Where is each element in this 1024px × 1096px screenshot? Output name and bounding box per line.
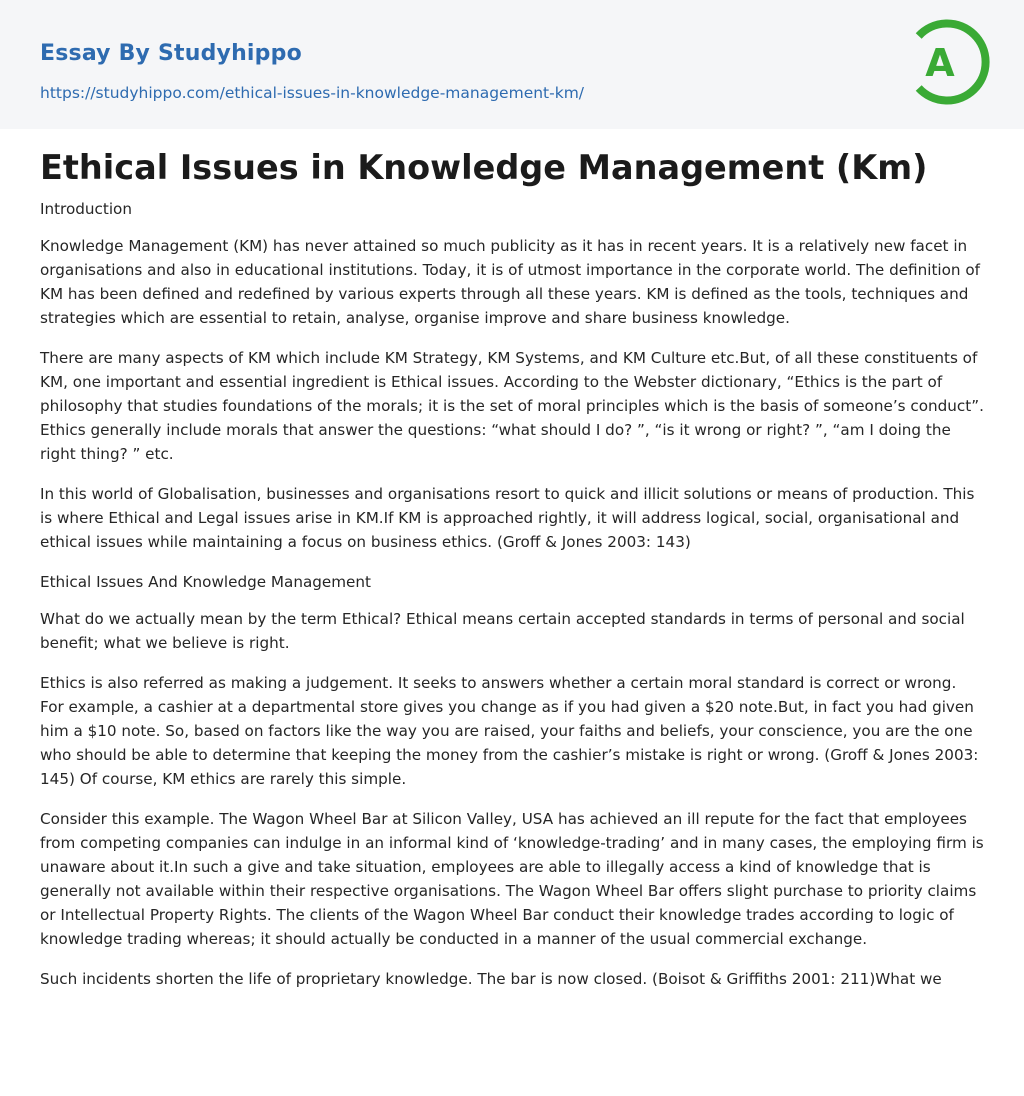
essay-url-link[interactable]: https://studyhippo.com/ethical-issues-in-knowledge-management-km/	[40, 84, 585, 102]
paragraph: Consider this example. The Wagon Wheel Bar at Silicon Valley, USA has achieved an ill repute for the fact that employees from competing companies can indulge in an informal kind of ‘knowledge-trading’ and in many cases, the employing firm is unaware about it.In such a give and take situation, employees are able to illegally access a kind of knowledge that is generally not available within their respective organisations. The Wagon Wheel Bar offers slight purchase to priority claims or Intellectual Property Rights. The clients of the Wagon Wheel Bar conduct their knowledge trades according to logic of knowledge trading whereas; it should actually be conducted in a manner of the usual commercial exchange.	[40, 810, 984, 948]
brand-title[interactable]: Essay By Studyhippo	[40, 41, 302, 66]
logo-letter: A	[925, 41, 955, 85]
paragraph: Such incidents shorten the life of proprietary knowledge. The bar is now closed. (Boisot & Griffiths 2001: 211)What we	[40, 970, 942, 988]
site-header	[0, 0, 1024, 129]
essay-content	[40, 140, 984, 1007]
paragraph: What do we actually mean by the term Ethical? Ethical means certain accepted standards in terms of personal and social benefit; what we believe is right.	[40, 610, 965, 652]
section-heading: Ethical Issues And Knowledge Management	[40, 573, 371, 591]
paragraph: Knowledge Management (KM) has never attained so much publicity as it has in recent years. It is a relatively new facet in organisations and also in educational institutions. Today, it is of utmost importance in the corporate world. The definition of KM has been defined and redefined by various experts through all these years. KM is defined as the tools, techniques and strategies which are essential to retain, analyse, organise improve and share business knowledge.	[40, 237, 981, 327]
essay-title: Ethical Issues in Knowledge Management (Km)	[40, 148, 928, 187]
paragraph: In this world of Globalisation, businesses and organisations resort to quick and illicit solutions or means of production. This is where Ethical and Legal issues arise in KM.If KM is approached rightly, it will address logical, social, organisational and ethical issues while maintaining a focus on business ethics. (Groff & Jones 2003: 143)	[40, 485, 975, 551]
logo-ring-icon	[904, 16, 990, 108]
studyhippo-logo[interactable]	[904, 16, 990, 108]
introduction-heading: Introduction	[40, 200, 132, 218]
paragraph: Ethics is also referred as making a judgement. It seeks to answers whether a certain moral standard is correct or wrong. For example, a cashier at a departmental store gives you change as if you had given a $20 note.But, in fact you had given him a $10 note. So, based on factors like the way you are raised, your faiths and beliefs, your conscience, you are the one who should be able to determine that keeping the money from the cashier’s mistake is right or wrong. (Groff & Jones 2003: 145) Of course, KM ethics are rarely this simple.	[40, 674, 979, 788]
paragraph: There are many aspects of KM which include KM Strategy, KM Systems, and KM Culture etc.But, of all these constituents of KM, one important and essential ingredient is Ethical issues. According to the Webster dictionary, “Ethics is the part of philosophy that studies foundations of the morals; it is the set of moral principles which is the basis of someone’s conduct”. Ethics generally include morals that answer the questions: “what should I do? ”, “is it wrong or right? ”, “am I doing the right thing? ” etc.	[40, 349, 984, 463]
